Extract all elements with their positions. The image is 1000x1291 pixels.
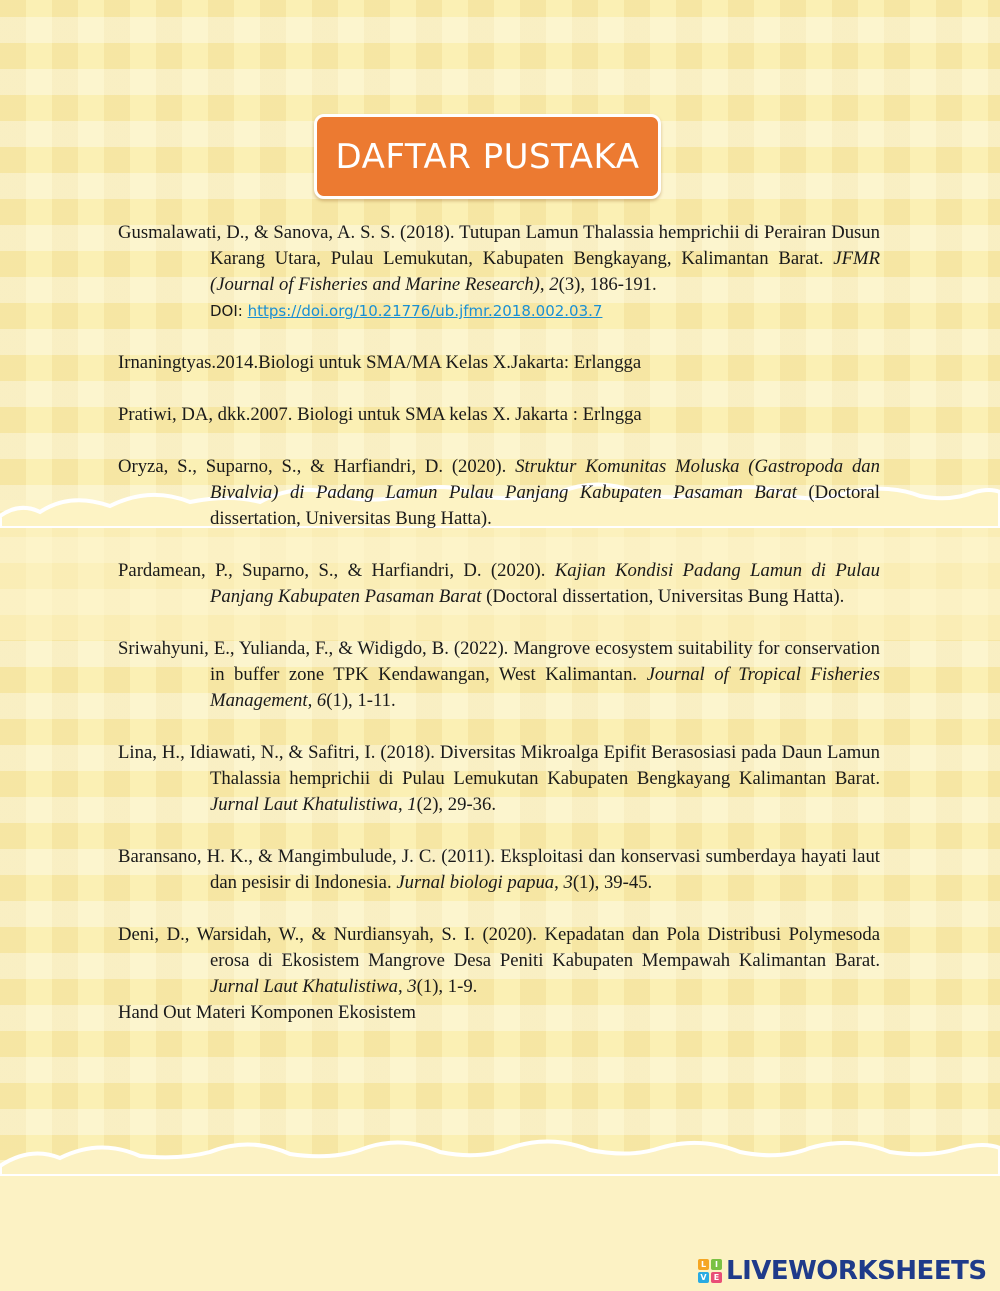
page-title: DAFTAR PUSTAKA: [335, 136, 640, 177]
reference-item: Pardamean, P., Suparno, S., & Harfiandri, D. (2020). Kajian Kondisi Padang Lamun di Pulau Panjang Kabupaten Pasaman Barat (Doctoral dissertation, Universitas Bung Hatta).: [118, 560, 880, 607]
title-box: [314, 114, 661, 199]
reference-item: Baransano, H. K., & Mangimbulude, J. C. (2011). Eksploitasi dan konservasi sumberdaya hayati laut dan pesisir di Indonesia. Jurnal biologi papua, 3(1), 39-45.: [118, 846, 880, 893]
doi-link[interactable]: https://doi.org/10.21776/ub.jfmr.2018.002.03.7: [247, 302, 603, 320]
reference-item: Deni, D., Warsidah, W., & Nurdiansyah, S. I. (2020). Kepadatan dan Pola Distribusi Polymesoda erosa di Ekosistem Mangrove Desa Peniti Kabupaten Mempawah Kalimantan Barat. Jurnal Laut Khatulistiwa, 3(1), 1-9.: [118, 924, 880, 997]
reference-item: Oryza, S., Suparno, S., & Harfiandri, D. (2020). Struktur Komunitas Moluska (Gastropoda dan Bivalvia) di Padang Lamun Pulau Panjang Kabupaten Pasaman Barat (Doctoral dissertation, Universitas Bung Hatta).: [118, 456, 880, 529]
reference-list: [118, 220, 880, 1026]
cloud-scallop-bottom: [0, 1126, 1000, 1176]
reference-item: Gusmalawati, D., & Sanova, A. S. S. (2018). Tutupan Lamun Thalassia hemprichii di Perairan Dusun Karang Utara, Pulau Lemukutan, Kabupaten Bengkayang, Kalimantan Barat. JFMR (Journal of Fisheries and Marine Research), 2(3), 186-191. DOI: https://doi.org/10.21776/ub.jfmr.2018.002.03.7: [118, 222, 880, 320]
reference-item: Sriwahyuni, E., Yulianda, F., & Widigdo, B. (2022). Mangrove ecosystem suitability for conservation in buffer zone TPK Kendawangan, West Kalimantan. Journal of Tropical Fisheries Management, 6(1), 1-11.: [118, 638, 880, 711]
logo-text: LIVEWORKSHEETS: [726, 1256, 987, 1286]
doi-label: DOI:: [210, 302, 248, 320]
reference-item: Lina, H., Idiawati, N., & Safitri, I. (2018). Diversitas Mikroalga Epifit Berasosiasi pada Daun Lamun Thalassia hemprichii di Pulau Lemukutan Kabupaten Bengkayang Kalimantan Barat. Jurnal Laut Khatulistiwa, 1(2), 29-36.: [118, 742, 880, 815]
reference-item: Pratiwi, DA, dkk.2007. Biologi untuk SMA kelas X. Jakarta : Erlngga: [118, 404, 642, 425]
logo-blocks-icon: L I V E: [698, 1259, 722, 1283]
liveworksheets-logo[interactable]: [698, 1256, 987, 1286]
reference-item: Irnaningtyas.2014.Biologi untuk SMA/MA Kelas X.Jakarta: Erlangga: [118, 352, 642, 373]
reference-item: Hand Out Materi Komponen Ekosistem: [118, 1002, 416, 1023]
